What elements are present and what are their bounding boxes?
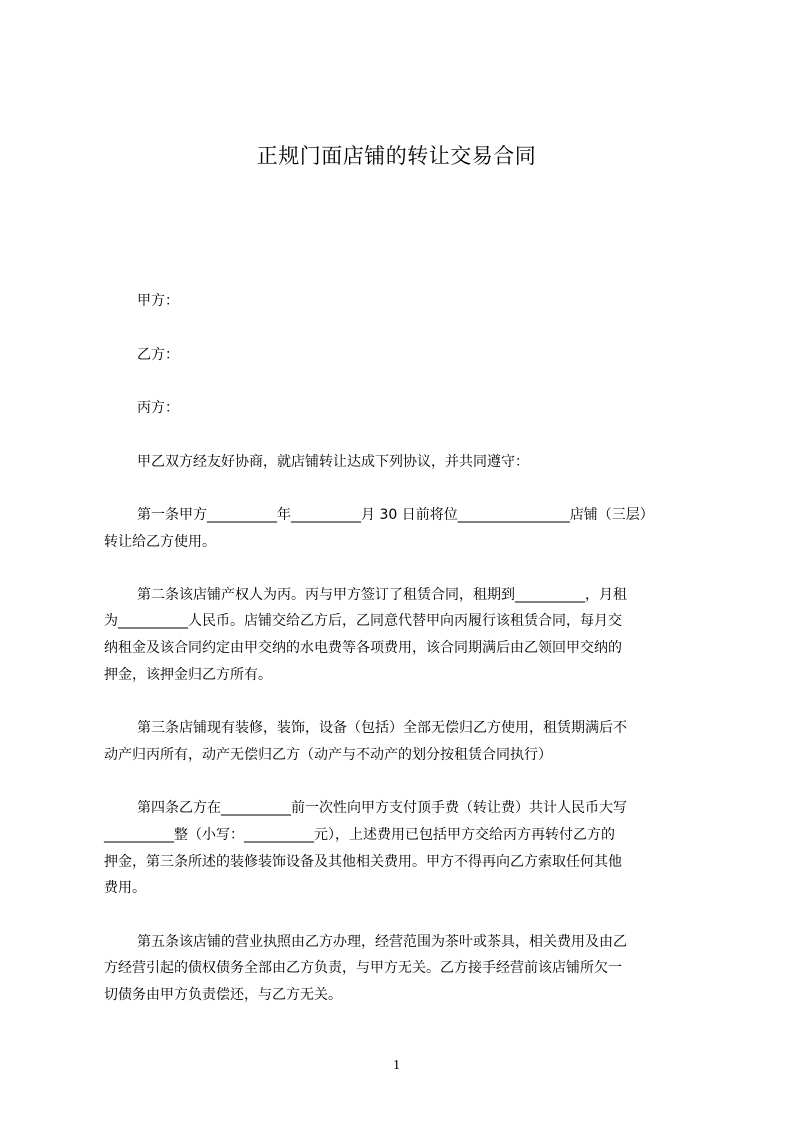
article-2-line: 押金，该押金归乙方所有。 [104,667,272,683]
page-number: 1 [393,1058,400,1073]
article-4-line: __________整（小写：__________元），上述费用已包括甲方交给丙方再转付乙方的 [104,827,615,843]
article-3-line: 动产归丙所有，动产无偿归乙方（动产与不动产的划分按租赁合同执行） [104,747,552,763]
party-b-label: 乙方： [137,347,179,363]
article-4-line: 费用。 [104,880,146,896]
article-4-line: 第四条乙方在__________前一次性向甲方支付顶手费（转让费）共计人民币大写 [137,800,627,816]
article-5-line: 方经营引起的债权债务全部由乙方负责，与甲方无关。乙方接手经营前该店铺所欠一 [104,960,622,976]
preamble: 甲乙双方经友好协商，就店铺转让达成下列协议，并共同遵守： [137,454,529,470]
document-title: 正规门面店铺的转让交易合同 [256,144,537,168]
article-1-line: 转让给乙方使用。 [104,534,216,550]
party-a-label: 甲方： [137,293,179,309]
article-5-line: 切债务由甲方负责偿还，与乙方无关。 [104,987,342,1003]
article-2-line: 纳租金及该合同约定由甲交纳的水电费等各项费用，该合同期满后由乙领回甲交纳的 [104,640,622,656]
party-c-label: 丙方： [137,400,179,416]
article-3-line: 第三条店铺现有装修，装饰，设备（包括）全部无偿归乙方使用，租赁期满后不 [137,720,627,736]
article-5-line: 第五条该店铺的营业执照由乙方办理，经营范围为茶叶或茶具，相关费用及由乙 [137,934,627,950]
article-4-line: 押金，第三条所述的装修装饰设备及其他相关费用。甲方不得再向乙方索取任何其他 [104,854,622,870]
article-2-line: 第二条该店铺产权人为丙。丙与甲方签订了租赁合同，租期到__________，月租 [137,587,627,603]
article-1-line: 第一条甲方__________年__________月 30 日前将位________________店铺（三层） [137,507,654,523]
article-2-line: 为__________人民币。店铺交给乙方后，乙同意代替甲向丙履行该租赁合同，每月交 [104,613,622,629]
